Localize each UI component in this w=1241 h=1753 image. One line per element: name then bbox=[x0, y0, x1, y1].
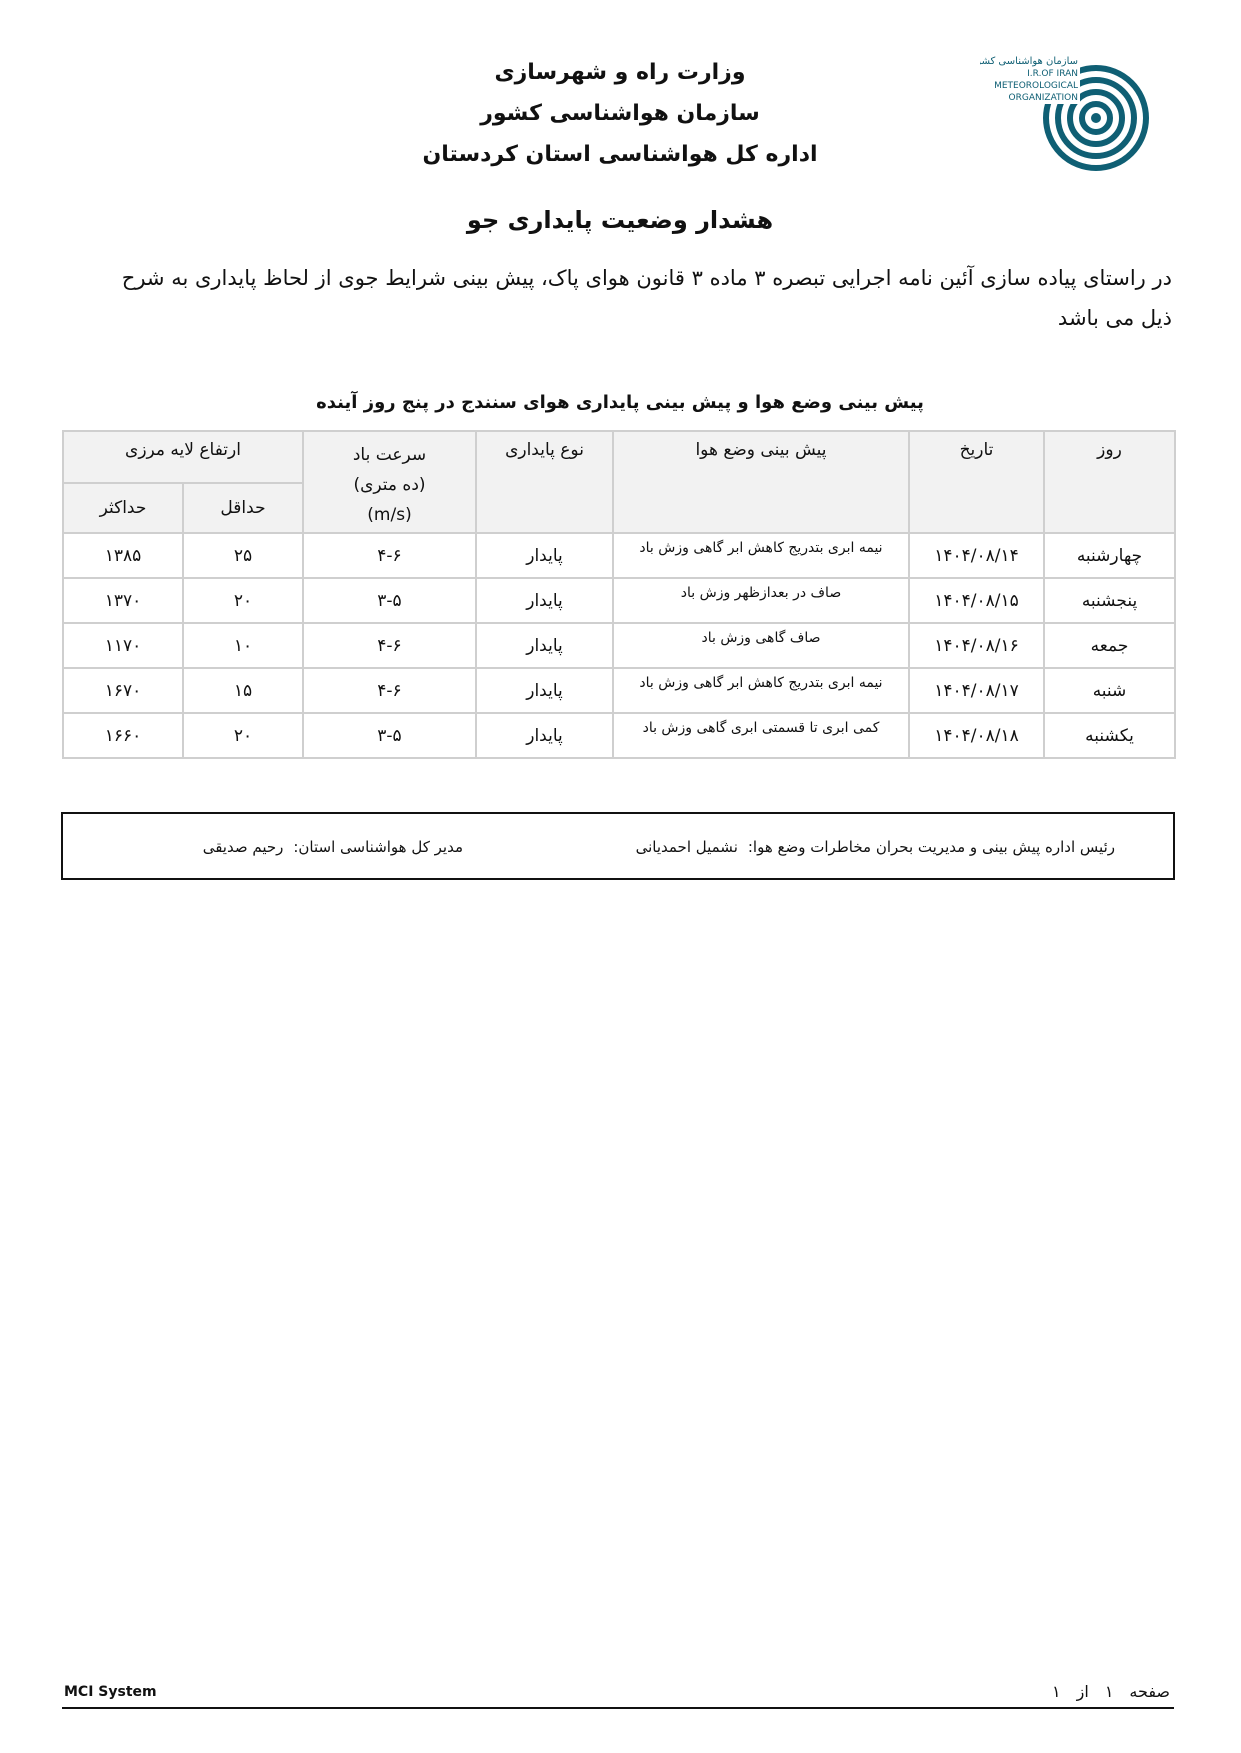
forecast-table bbox=[62, 430, 1176, 759]
page-total: ۱ bbox=[1052, 1682, 1061, 1701]
cell-weather: صاف گاهی وزش باد bbox=[613, 623, 909, 668]
cell-date: ۱۴۰۴/۰۸/۱۶ bbox=[909, 623, 1044, 668]
cell-date: ۱۴۰۴/۰۸/۱۴ bbox=[909, 533, 1044, 578]
intro-paragraph: در راستای پیاده سازی آئین نامه اجرایی تبصره ۳ ماده ۳ قانون هوای پاک، پیش بینی شرایط جوی از لحاظ پایداری به شرح ذیل می باشد bbox=[121, 266, 1172, 330]
footer-divider bbox=[62, 1707, 1174, 1709]
signature-box bbox=[61, 812, 1175, 880]
header-wind-line2: (ده متری) bbox=[353, 475, 426, 495]
cell-wind: ۳-۵ bbox=[303, 713, 476, 758]
header-stability: نوع پایداری bbox=[476, 431, 613, 533]
cell-stability: پایدار bbox=[476, 623, 613, 668]
page-of: از bbox=[1076, 1682, 1089, 1701]
cell-day: یکشنبه bbox=[1044, 713, 1175, 758]
cell-weather: نیمه ابری بتدریج کاهش ابر گاهی وزش باد bbox=[613, 668, 909, 713]
header-max: حداکثر bbox=[63, 483, 183, 533]
cell-stability: پایدار bbox=[476, 713, 613, 758]
cell-wind: ۴-۶ bbox=[303, 623, 476, 668]
table-row bbox=[63, 578, 1175, 623]
cell-wind: ۳-۵ bbox=[303, 578, 476, 623]
cell-weather: کمی ابری تا قسمتی ابری گاهی وزش باد bbox=[613, 713, 909, 758]
cell-weather: نیمه ابری بتدریج کاهش ابر گاهی وزش باد bbox=[613, 533, 909, 578]
cell-stability: پایدار bbox=[476, 533, 613, 578]
header-weather: پیش بینی وضع هوا bbox=[613, 431, 909, 533]
cell-min: ۲۰ bbox=[183, 578, 303, 623]
table-row bbox=[63, 668, 1175, 713]
director-label: مدیر کل هواشناسی استان: bbox=[293, 838, 463, 856]
director-name: رحیم صدیقی bbox=[202, 838, 284, 856]
page-title: هشدار وضعیت پایداری جو bbox=[466, 206, 774, 234]
forecast-head-name: نشمیل احمدیانی bbox=[635, 838, 738, 856]
cell-wind: ۴-۶ bbox=[303, 668, 476, 713]
organization-logo bbox=[980, 50, 1150, 175]
cell-weather: صاف در بعدازظهر وزش باد bbox=[613, 578, 909, 623]
header-lines bbox=[380, 52, 860, 175]
footer-system: MCI System bbox=[64, 1684, 157, 1700]
cell-min: ۲۵ bbox=[183, 533, 303, 578]
page-current: ۱ bbox=[1104, 1682, 1114, 1701]
header-date: تاریخ bbox=[909, 431, 1044, 533]
table-row bbox=[63, 623, 1175, 668]
header-boundary: ارتفاع لایه مرزی bbox=[63, 431, 303, 483]
cell-max: ۱۶۶۰ bbox=[63, 713, 183, 758]
cell-min: ۱۵ bbox=[183, 668, 303, 713]
table-row bbox=[63, 713, 1175, 758]
logo-text-en-1: I.R.OF IRAN bbox=[1027, 69, 1078, 79]
director-signature bbox=[203, 838, 463, 856]
cell-stability: پایدار bbox=[476, 578, 613, 623]
header-wind-line1: سرعت باد bbox=[352, 445, 427, 465]
logo-text-en-3: ORGANIZATION bbox=[1008, 93, 1078, 103]
spiral-logo-icon bbox=[980, 50, 1150, 175]
forecast-head-label: رئیس اداره پیش بینی و مدیریت بحران مخاطرات وضع هوا: bbox=[747, 838, 1115, 856]
cell-day: جمعه bbox=[1044, 623, 1175, 668]
ministry-name: وزارت راه و شهرسازی bbox=[494, 60, 746, 85]
page-number bbox=[1000, 1682, 1170, 1701]
cell-day: پنجشنبه bbox=[1044, 578, 1175, 623]
logo-text-en-2: METEOROLOGICAL bbox=[994, 81, 1078, 91]
cell-day: شنبه bbox=[1044, 668, 1175, 713]
cell-date: ۱۴۰۴/۰۸/۱۷ bbox=[909, 668, 1044, 713]
cell-wind: ۴-۶ bbox=[303, 533, 476, 578]
logo-text-fa: سازمان هواشناسی کشور bbox=[980, 56, 1078, 67]
page-word: صفحه bbox=[1129, 1682, 1170, 1701]
cell-date: ۱۴۰۴/۰۸/۱۵ bbox=[909, 578, 1044, 623]
cell-date: ۱۴۰۴/۰۸/۱۸ bbox=[909, 713, 1044, 758]
cell-stability: پایدار bbox=[476, 668, 613, 713]
header-min: حداقل bbox=[183, 483, 303, 533]
cell-max: ۱۳۸۵ bbox=[63, 533, 183, 578]
header-wind bbox=[303, 431, 476, 533]
cell-min: ۲۰ bbox=[183, 713, 303, 758]
cell-max: ۱۱۷۰ bbox=[63, 623, 183, 668]
table-title: پیش بینی وضع هوا و پیش بینی پایداری هوای سنندج در پنج روز آینده bbox=[316, 392, 924, 413]
organization-name: سازمان هواشناسی کشور bbox=[480, 101, 760, 126]
header-wind-line3: (m/s) bbox=[367, 505, 412, 525]
department-name: اداره کل هواشناسی استان کردستان bbox=[422, 142, 818, 167]
forecast-head-signature bbox=[636, 838, 1115, 856]
cell-max: ۱۶۷۰ bbox=[63, 668, 183, 713]
cell-min: ۱۰ bbox=[183, 623, 303, 668]
table-row bbox=[63, 533, 1175, 578]
cell-day: چهارشنبه bbox=[1044, 533, 1175, 578]
cell-max: ۱۳۷۰ bbox=[63, 578, 183, 623]
header-day: روز bbox=[1044, 431, 1175, 533]
